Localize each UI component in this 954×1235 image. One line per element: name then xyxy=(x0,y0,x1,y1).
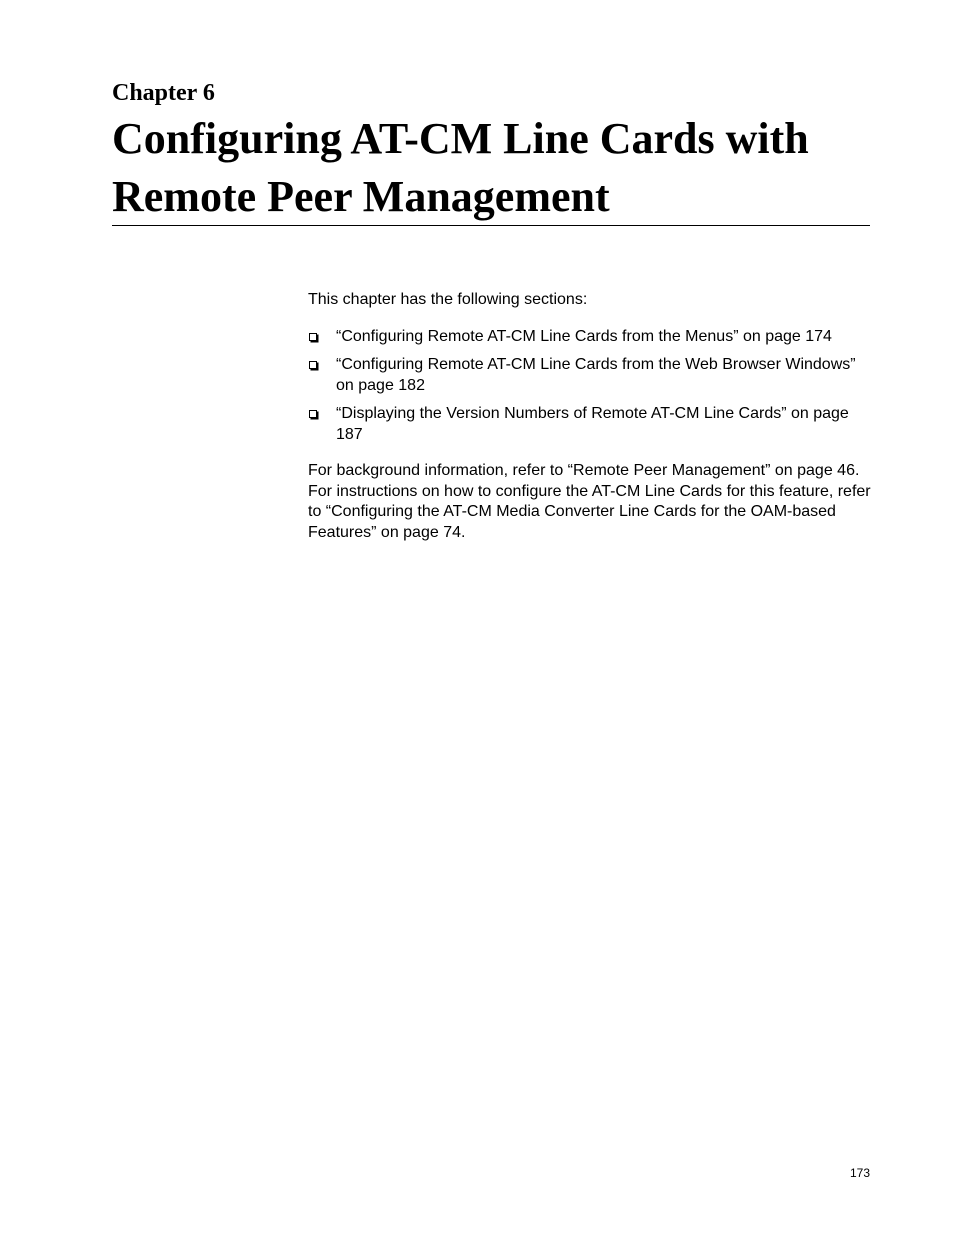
body-column xyxy=(308,290,874,543)
intro-text: This chapter has the following sections: xyxy=(308,291,588,308)
chapter-label: Chapter 6 xyxy=(112,80,215,106)
square-bullet-icon xyxy=(309,361,317,369)
section-link-web-browser[interactable] xyxy=(308,355,874,396)
square-bullet-icon xyxy=(309,333,317,341)
section-link-text: “Configuring Remote AT-CM Line Cards from the Web Browser Windows” on page 182 xyxy=(336,356,856,394)
section-link-menus[interactable] xyxy=(308,327,874,348)
chapter-title-line-1: Configuring AT-CM Line Cards with xyxy=(112,114,809,163)
chapter-title-line-2: Remote Peer Management xyxy=(112,172,610,221)
page-number: 173 xyxy=(849,1166,870,1180)
square-bullet-icon xyxy=(309,410,317,418)
section-link-text: “Configuring Remote AT-CM Line Cards from the Menus” on page 174 xyxy=(336,327,832,345)
section-link-version-numbers[interactable] xyxy=(308,404,874,445)
section-link-text: “Displaying the Version Numbers of Remote AT-CM Line Cards” on page 187 xyxy=(336,405,849,443)
section-list xyxy=(308,327,874,446)
background-paragraph: For background information, refer to “Remote Peer Management” on page 46. For instructions on how to configure the AT-CM Line Cards for this feature, refer to “Configuring the AT-CM Media Converter Line Cards for the OAM-based Features” on page 74. xyxy=(308,462,871,541)
chapter-title xyxy=(112,110,872,226)
title-divider xyxy=(112,225,870,226)
